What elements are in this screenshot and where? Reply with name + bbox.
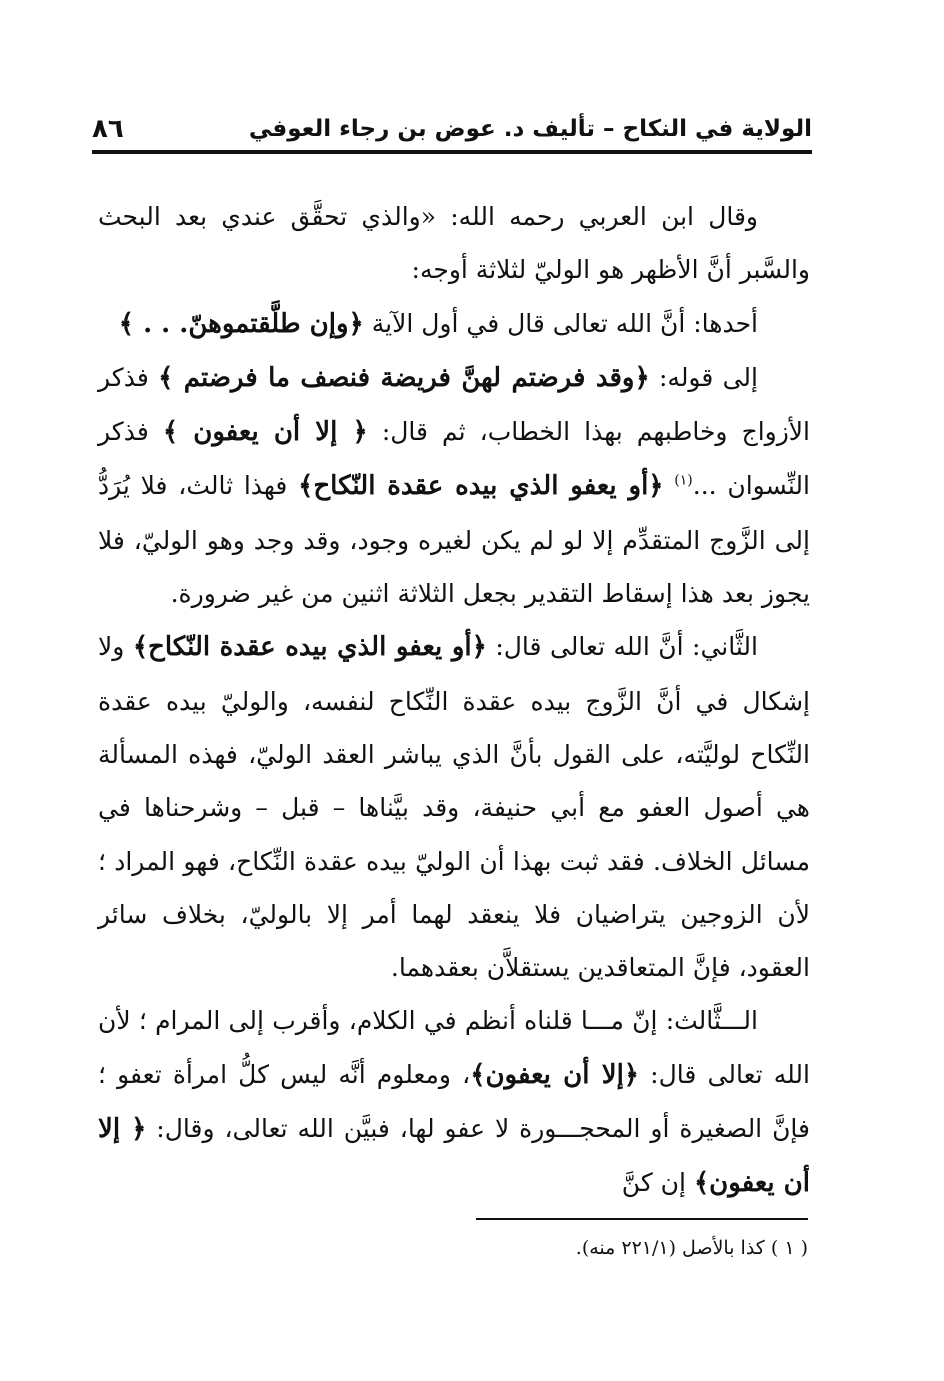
quran-quote: ﴿إلا أن يعفون﴾ [470,1059,640,1090]
footnote-marker: (١) [674,473,693,490]
paragraph-text [664,471,675,500]
paragraph [98,297,810,351]
running-header [92,110,812,154]
paragraph [98,351,810,620]
footnote: ( ١ ) كذا بالأصل (٢٢١/١ منه). [575,1237,808,1259]
footnote-rule [476,1218,808,1220]
quran-quote: ﴿وإن طلَّقتموهنّ. . . ﴾ [118,308,364,339]
page-number: ٨٦ [92,114,124,144]
paragraph [98,994,810,1210]
quran-quote: ﴿ إلا أن يعفون﴾ [98,1114,810,1199]
header-title: الولاية في النكاح – تأليف د. عوض بن رجاء العوفي [248,116,812,142]
paragraph [98,190,810,297]
paragraph-text: فذكر النِّسوان ... [98,417,810,501]
header-rule [92,150,812,154]
body-text [98,190,810,1211]
paragraph-text: فذكر الأزواج وخاطبهم بهذا الخطاب، ثم قال: [98,362,810,447]
quran-quote: ﴿وقد فرضتم لهنَّ فريضة فنصف ما فرضتم ﴾ [158,362,650,393]
quran-quote: ﴿ إلا أن يعفون ﴾ [162,417,368,448]
paragraph-text: ، ومعلوم أنَّه ليس كلُّ امرأة تعفو ؛ فإنَّ الصغيرة أو المحجـــورة لا عفو لها، فبيَّن الله تعالى، وقال: [98,1059,810,1144]
paragraph-text: الـــثَّالث: إنّ مـــا قلناه أنظم في الكلام، وأقرب إلى المرام ؛ لأن الله تعالى قال: [98,1006,810,1089]
paragraph-text: إلى قوله: [649,362,758,392]
paragraph-text: الثَّاني: أنَّ الله تعالى قال: [486,632,758,662]
paragraph-text: فهذا ثالث، فلا يُرَدُّ إلى الزَّوج المتقدِّم إلا لو لم يكن لغيره وجود، وقد وجد وهو الوليّ، فلا يجوز بعد هذا إسقاط التقدير بجعل الثلاثة اثنين من غير ضرورة. [98,471,810,609]
paragraph-text: وقال ابن العربي رحمه الله: «والذي تحقَّق عندي بعد البحث والسَّبر أنَّ الأظهر هو الوليّ لثلاثة أوجه: [98,202,810,285]
paragraph-text: أحدها: أنَّ الله تعالى قال في أول الآية [363,308,758,338]
quran-quote: ﴿أو يعفو الذي بيده عقدة النّكاح﴾ [132,632,487,663]
paragraph-text: إن كنَّ [621,1168,694,1198]
quran-quote: ﴿أو يعفو الذي بيده عقدة النّكاح﴾ [298,471,664,502]
paragraph-text: ولا إشكال في أنَّ الزَّوج بيده عقدة النِّكاح لنفسه، والوليّ بيده عقدة النِّكاح لوليَّته، على القول بأنَّ الذي يباشر العقد الوليّ، فهذه المسألة هي أصول العفو مع أبي حنيفة، وقد بيَّناها – قبل – وشرحناها في مسائل الخلاف. فقد ثبت بهذا أن الوليّ بيده عقدة النِّكاح، فهو المراد ؛ لأن الزوجين يتراضيان فلا ينعقد لهما أمر إلا بالوليّ، بخلاف سائر العقود، فإنَّ المتعاقدين يستقلاَّن بعقدهما. [98,632,810,983]
paragraph [98,620,810,994]
